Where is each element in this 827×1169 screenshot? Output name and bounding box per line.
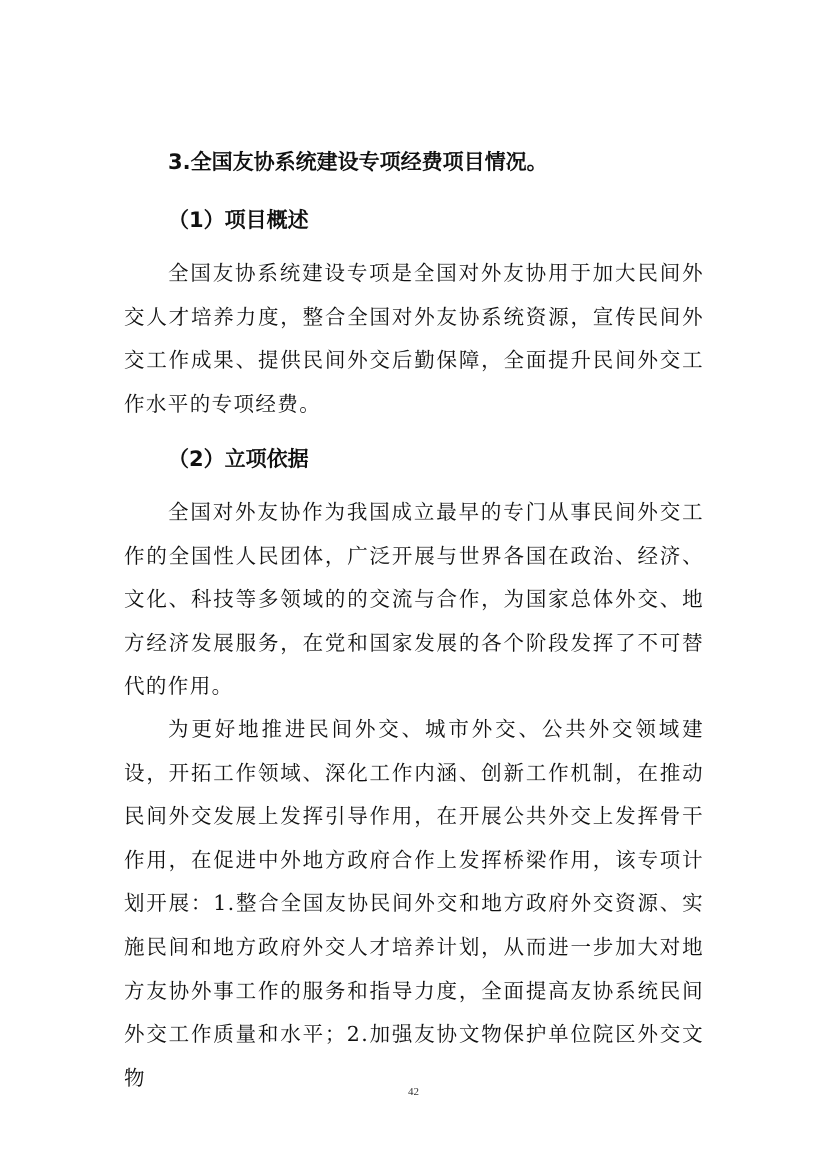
page-number: 42 — [408, 1086, 419, 1098]
basis-paragraph-1: 全国对外友协作为我国成立最早的专门从事民间外交工作的全国性人民团体，广泛开展与世界各国在政治、经济、文化、科技等多领域的的交流与合作，为国家总体外交、地方经济发展服务，在党和国家发展的各个阶段发挥了不可替代的作用。 — [124, 500, 704, 699]
subsection-heading-basis: （2）立项依据 — [168, 447, 309, 471]
section-heading: 3.全国友协系统建设专项经费项目情况。 — [168, 150, 548, 174]
subsection-heading-overview: （1）项目概述 — [168, 208, 309, 232]
basis-paragraph-2: 为更好地推进民间外交、城市外交、公共外交领域建设，开拓工作领域、深化工作内涵、创新工作机制，在推动民间外交发展上发挥引导作用，在开展公共外交上发挥骨干作用，在促进中外地方政府合作上发挥桥梁作用，该专项计划开展：1.整合全国友协民间外交和地方政府外交资源、实施民间和地方政府外交人才培养计划，从而进一步加大对地方友协外事工作的服务和指导力度，全面提高友协系统民间外交工作质量和水平；2.加强友协文物保护单位院区外交文物 — [124, 717, 704, 1090]
overview-paragraph: 全国友协系统建设专项是全国对外友协用于加大民间外交人才培养力度，整合全国对外友协系统资源，宣传民间外交工作成果、提供民间外交后勤保障，全面提升民间外交工作水平的专项经费。 — [124, 261, 704, 416]
